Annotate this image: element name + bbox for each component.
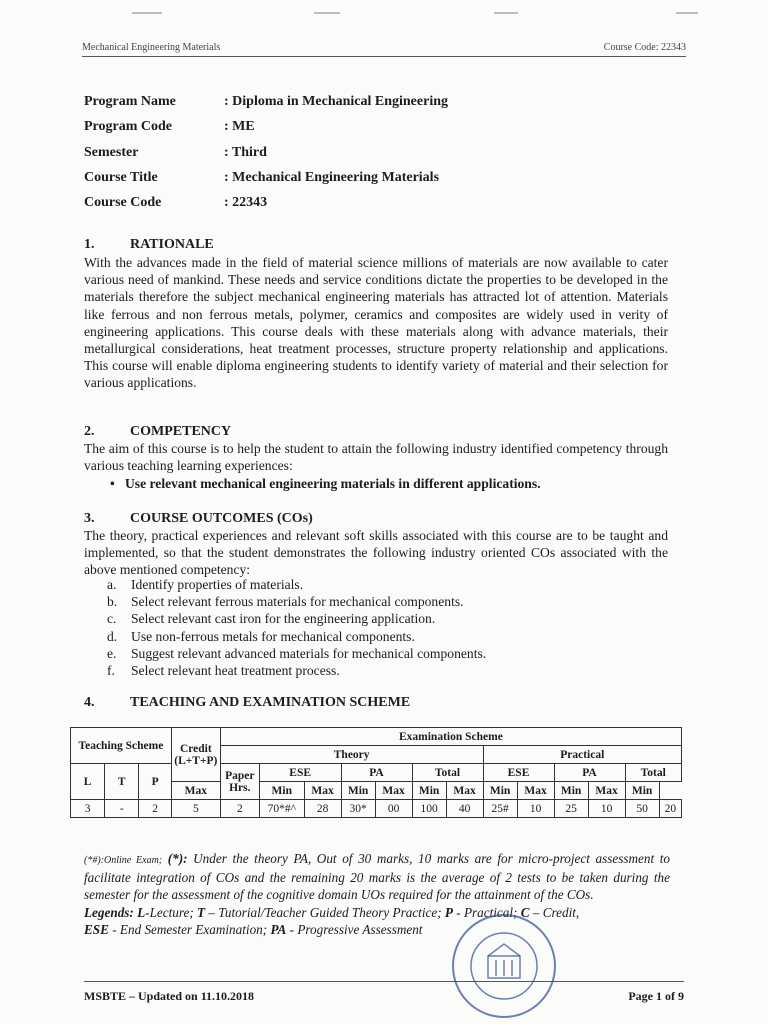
star-label: (*): xyxy=(167,851,188,866)
bullet-dot: • xyxy=(110,476,125,491)
section-title: COMPETENCY xyxy=(130,424,232,439)
th-ese: ESE xyxy=(259,764,341,782)
section-number: 1. xyxy=(84,237,95,252)
info-value: : Third xyxy=(224,144,267,160)
info-row xyxy=(84,145,448,170)
page-number: Page 1 of 9 xyxy=(628,989,684,1003)
info-value: : Mechanical Engineering Materials xyxy=(224,169,440,185)
list-item: f. Select relevant heat treatment process. xyxy=(107,663,340,679)
outcomes-text: The theory, practical experiences and relevant soft skills associated with this course are to be taught and implemented, so that the student demonstrates the following industry oriented COs associated with the above mentioned competency: xyxy=(84,528,668,578)
th-T: T xyxy=(105,764,139,800)
info-value: : ME xyxy=(224,119,255,135)
msbte-seal-icon xyxy=(450,912,558,1020)
th-paper-hrs: Paper Hrs. xyxy=(220,764,259,800)
section-title: TEACHING AND EXAMINATION SCHEME xyxy=(130,695,411,710)
th-min: Min xyxy=(259,782,304,800)
section-number: 2. xyxy=(84,424,95,439)
th-min: Min xyxy=(554,782,588,800)
th-exam-scheme: Examination Scheme xyxy=(220,728,681,746)
info-value: : Diploma in Mechanical Engineering xyxy=(224,94,448,109)
running-header xyxy=(82,42,686,57)
th-min: Min xyxy=(483,782,517,800)
th-pa: PA xyxy=(341,764,412,782)
th-pa: PA xyxy=(554,764,625,782)
th-practical: Practical xyxy=(483,746,682,764)
list-item: d. Use non-ferrous metals for mechanical components. xyxy=(107,628,415,644)
bullet-text: Use relevant mechanical engineering materials in different applications. xyxy=(124,476,541,491)
info-key: Course Code xyxy=(84,195,162,211)
th-L: L xyxy=(71,764,105,800)
list-item: e. Suggest relevant advanced materials for mechanical components. xyxy=(107,645,487,661)
program-info xyxy=(84,94,448,220)
th-total: Total xyxy=(412,764,483,782)
scan-marks xyxy=(0,8,768,20)
legends-label: Legends: xyxy=(84,904,134,920)
competency-text: The aim of this course is to help the student to attain the following industry identified competency through various teaching learning experiences: xyxy=(84,441,668,474)
header-course-name: Mechanical Engineering Materials xyxy=(82,42,221,53)
th-teaching-scheme: Teaching Scheme xyxy=(71,728,172,764)
info-key: Program Code xyxy=(84,119,172,135)
info-row xyxy=(84,119,448,144)
th-max: Max xyxy=(171,782,220,800)
th-ese: ESE xyxy=(483,764,554,782)
th-max: Max xyxy=(446,782,483,800)
competency-bullet xyxy=(110,476,541,492)
teaching-exam-scheme-table xyxy=(70,727,682,818)
info-row xyxy=(84,195,448,220)
list-item: c. Select relevant cast iron for the engineering application. xyxy=(107,611,436,627)
th-min: Min xyxy=(625,782,659,800)
th-total: Total xyxy=(625,764,682,782)
online-exam-note: (*#):Online Exam; xyxy=(84,855,163,866)
footer-divider xyxy=(84,981,684,982)
section-number: 4. xyxy=(84,695,95,710)
info-row xyxy=(84,170,448,195)
th-theory: Theory xyxy=(220,746,483,764)
info-key: Program Name xyxy=(84,94,176,109)
info-row xyxy=(84,94,448,119)
th-max: Max xyxy=(375,782,412,800)
outcomes-list xyxy=(107,576,486,679)
list-item: b. Select relevant ferrous materials for mechanical components. xyxy=(107,594,464,610)
th-min: Min xyxy=(341,782,375,800)
th-P: P xyxy=(139,764,171,800)
info-key: Course Title xyxy=(84,169,158,185)
scheme-notes: (*#):Online Exam; (*): Under the theory PA, Out of 30 marks, 10 marks are for micro-project assessment to facilitate integration of COs and the remaining 20 marks is the average of 2 tests to be taken during the semester for the assessment of the cognitive domain UOs required for the attainment of the COs. Legends: L-Lecture; T – Tutorial/Teacher Guided Theory Practice; P - Practical; C – Credit, ESE - End Semester Examination; PA - Progressive Assessment xyxy=(84,851,671,937)
competency-heading xyxy=(84,424,231,440)
outcomes-heading xyxy=(84,511,313,527)
rationale-text: With the advances made in the field of material science millions of materials are now available to cater various need of mankind. These needs and service conditions dictate the properties to be developed in the materials therefore the subject mechanical engineering materials has attracted lot of attention. Materials like ferrous and non ferrous metals, polymer, ceramics and composites are widely used in verity of engineering applications. This course deals with these materials along with advance materials, their metallurgical considerations, heat treatment processes, structure property relationship and applications. This course will enable diploma engineering students to identify variety of material and their selection for various applications. xyxy=(84,255,668,391)
th-min: Min xyxy=(412,782,446,800)
star-note: Under the theory PA, Out of 30 marks, 10 marks are for micro-project assessment to facilitate integration of COs and the remaining 20 marks is the average of 2 tests to be taken during the semester for the assessment of the cognitive domain UOs required for the attainment of the COs. xyxy=(84,851,671,903)
th-max: Max xyxy=(517,782,554,800)
footer-updated: MSBTE – Updated on 11.10.2018 xyxy=(84,989,255,1003)
th-credit: Credit (L+T+P) xyxy=(171,728,220,782)
info-key: Semester xyxy=(84,144,139,160)
list-item: a. Identify properties of materials. xyxy=(107,577,304,592)
info-value: : 22343 xyxy=(224,195,268,211)
rationale-heading xyxy=(84,237,214,253)
section-number: 3. xyxy=(84,511,95,526)
section-title: RATIONALE xyxy=(130,237,214,252)
scheme-heading xyxy=(84,695,410,711)
table-row: 3 - 2 5 2 70*#^ 28 30* 00 100 40 25# 10 25 10 50 20 xyxy=(71,800,682,818)
th-max: Max xyxy=(304,782,341,800)
th-max: Max xyxy=(588,782,625,800)
section-title: COURSE OUTCOMES (COs) xyxy=(130,511,313,526)
header-course-code: Course Code: 22343 xyxy=(603,42,686,53)
